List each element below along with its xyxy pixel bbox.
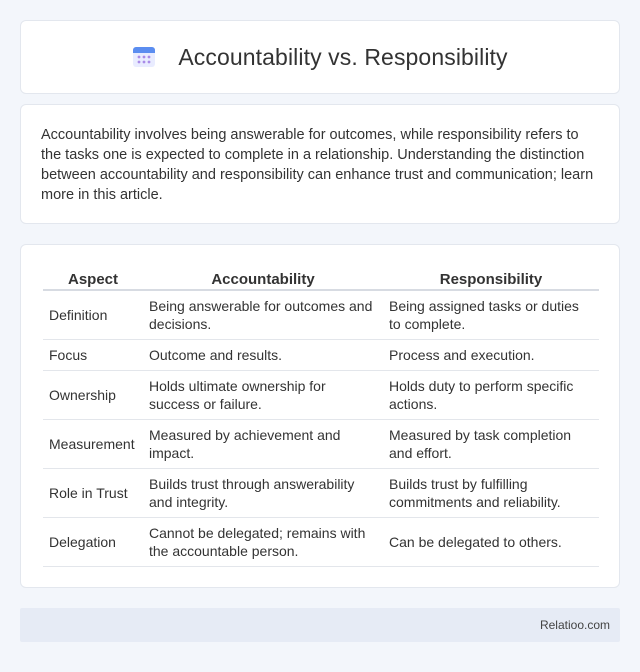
calendar-grid-icon (132, 45, 156, 69)
cell-accountability: Measured by achievement and impact. (143, 420, 383, 469)
cell-aspect: Measurement (43, 420, 143, 469)
cell-responsibility: Holds duty to perform specific actions. (383, 371, 599, 420)
header-accountability: Accountability (143, 265, 383, 291)
cell-aspect: Definition (43, 291, 143, 340)
table-row (43, 420, 599, 469)
comparison-table (43, 265, 599, 567)
table-row (43, 518, 599, 567)
intro-card (20, 104, 620, 224)
header-card (20, 20, 620, 94)
cell-aspect: Role in Trust (43, 469, 143, 518)
table-row (43, 469, 599, 518)
cell-responsibility: Process and execution. (383, 340, 599, 371)
cell-aspect: Focus (43, 340, 143, 371)
cell-aspect: Ownership (43, 371, 143, 420)
cell-accountability: Being answerable for outcomes and decisions. (143, 291, 383, 340)
comparison-table-card (20, 244, 620, 588)
table-header-row (43, 265, 599, 291)
cell-responsibility: Being assigned tasks or duties to complete. (383, 291, 599, 340)
footer-brand-link[interactable]: Relatioo.com (539, 618, 610, 632)
cell-accountability: Cannot be delegated; remains with the accountable person. (143, 518, 383, 567)
cell-accountability: Builds trust through answerability and integrity. (143, 469, 383, 518)
footer (20, 608, 620, 642)
header-responsibility: Responsibility (383, 265, 599, 291)
cell-accountability: Outcome and results. (143, 340, 383, 371)
table-row (43, 371, 599, 420)
cell-accountability: Holds ultimate ownership for success or failure. (143, 371, 383, 420)
cell-aspect: Delegation (43, 518, 143, 567)
table-row (43, 340, 599, 371)
page-title: Accountability vs. Responsibility (178, 43, 508, 70)
cell-responsibility: Builds trust by fulfilling commitments and reliability. (383, 469, 599, 518)
cell-responsibility: Can be delegated to others. (383, 518, 599, 567)
header-aspect: Aspect (43, 265, 143, 291)
intro-text: Accountability involves being answerable for outcomes, while responsibility refers to the tasks one is expected to complete in a relationship. Understanding the distinction between accountability and responsibility can enhance trust and communication; learn more in this article. (41, 127, 594, 203)
table-row (43, 291, 599, 340)
cell-responsibility: Measured by task completion and effort. (383, 420, 599, 469)
